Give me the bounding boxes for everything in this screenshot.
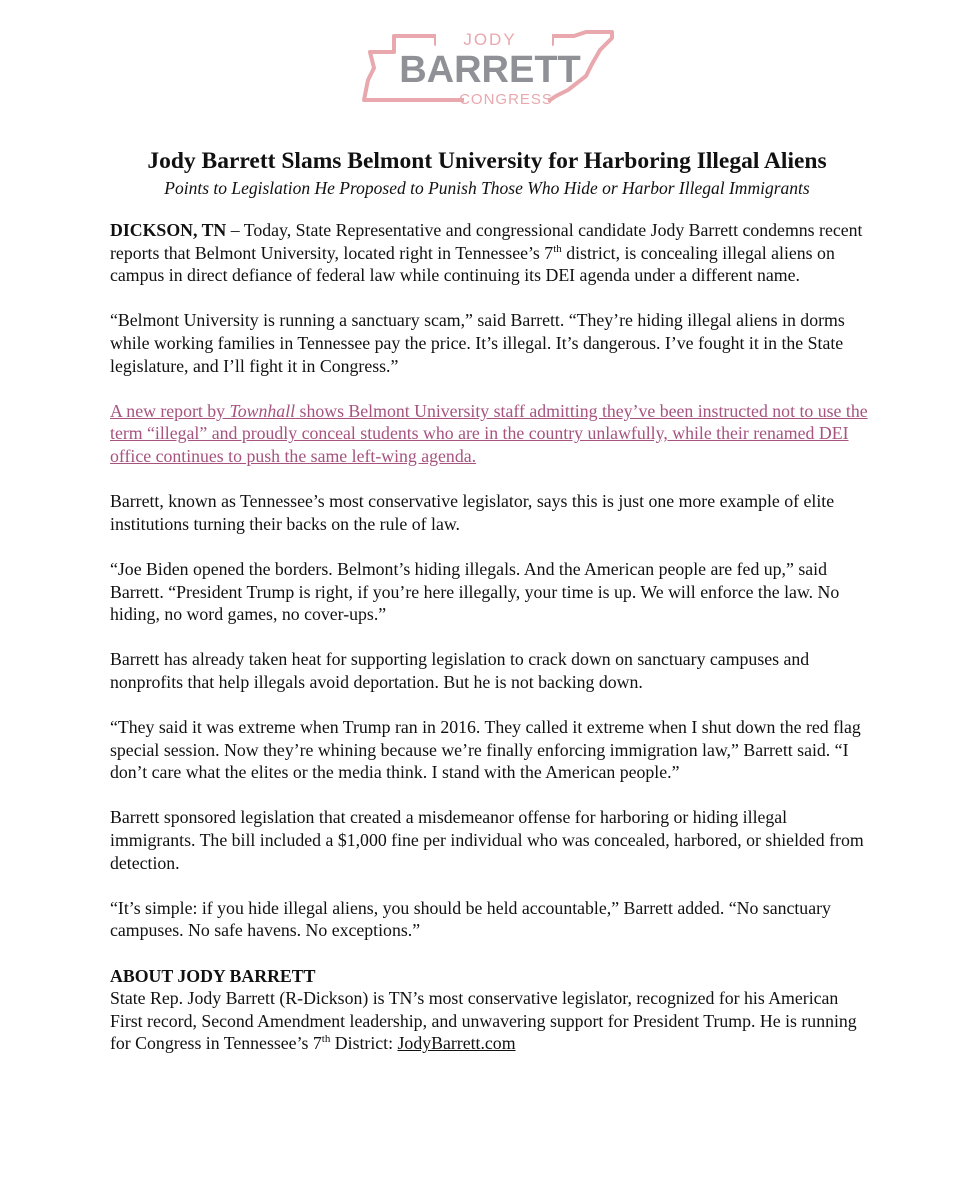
about-section (110, 965, 875, 1055)
logo-top-text: JODY (463, 30, 517, 49)
subheadline: Points to Legislation He Proposed to Punish Those Who Hide or Harbor Illegal Immigrants (164, 178, 810, 198)
townhall-report-link[interactable] (110, 400, 875, 468)
about-paragraph (110, 987, 875, 1055)
about-superscript: th (321, 1033, 331, 1046)
release-body (110, 219, 875, 1055)
dateline: DICKSON, TN (110, 220, 227, 240)
quote-paragraph-7: “It’s simple: if you hide illegal aliens, you should be held accountable,” Barrett added. “No sanctuary campuses. No safe havens. No exceptions.” (110, 897, 831, 941)
about-heading: ABOUT JODY BARRETT (110, 965, 316, 986)
logo-name-text: BARRETT (399, 49, 581, 91)
link-text-post: shows Belmont University staff admitting they’ve been instructed not to use the term “illegal” and proudly conceal students who are in the country unlawfully, while their renamed DEI office continues to push the same left-wing agenda. (110, 400, 868, 466)
paragraph-6: Barrett sponsored legislation that created a misdemeanor offense for harboring or hiding illegal immigrants. The bill included a $1,000 fine per individual who was concealed, harbored, or shielded from detection. (110, 807, 864, 873)
intro-text-a: – Today, State Representative and congressional candidate Jody Barrett condemns recent reports that Belmont University, located right in Tennessee’s 7 (110, 220, 863, 263)
campaign-logo (360, 28, 616, 108)
paragraph-4: Barrett has already taken heat for supporting legislation to crack down on sanctuary campuses and nonprofits that help illegals avoid deportation. But he is not backing down. (110, 649, 810, 692)
paragraph-2: Barrett, known as Tennessee’s most conservative legislator, says this is just one more example of elite institutions turning their backs on the rule of law. (110, 491, 835, 534)
quote-paragraph-5: “They said it was extreme when Trump ran in 2016. They called it extreme when I shut down the red flag special session. Now they’re whining because we’re finally enforcing immigration law,” Barrett said. “I don’t care what the elites or the media think. I stand with the American people.” (110, 717, 861, 783)
intro-superscript: th (553, 242, 562, 255)
quote-paragraph-1: “Belmont University is running a sanctuary scam,” said Barrett. “They’re hiding illegal aliens in dorms while working families in Tennessee pay the price. It’s illegal. It’s dangerous. I’ve fought it in the State legislature, and I’ll fight it in Congress.” (110, 310, 845, 376)
logo-bottom-text: CONGRESS (459, 91, 553, 108)
link-source-name: Townhall (229, 400, 296, 421)
headline: Jody Barrett Slams Belmont University for Harboring Illegal Aliens (147, 148, 827, 174)
intro-text-b: district, is concealing illegal aliens on campus in direct defiance of federal law while continuing its DEI agenda under a different name. (110, 242, 835, 286)
intro-paragraph (110, 219, 875, 287)
about-text-a: State Rep. Jody Barrett (R-Dickson) is TN’s most conservative legislator, recognized for his American First record, Second Amendment leadership, and unwavering support for President Trump. He is running for Congress in Tennessee’s 7 (110, 988, 857, 1054)
quote-paragraph-3: “Joe Biden opened the borders. Belmont’s hiding illegals. And the American people are fed up,” said Barrett. “President Trump is right, if you’re here illegally, your time is up. We will enforce the law. No hiding, no word games, no cover-ups.” (110, 558, 840, 625)
about-text-b: District: (330, 1033, 398, 1054)
link-text-pre: A new report by (110, 400, 230, 421)
website-link[interactable]: JodyBarrett.com (397, 1033, 516, 1054)
